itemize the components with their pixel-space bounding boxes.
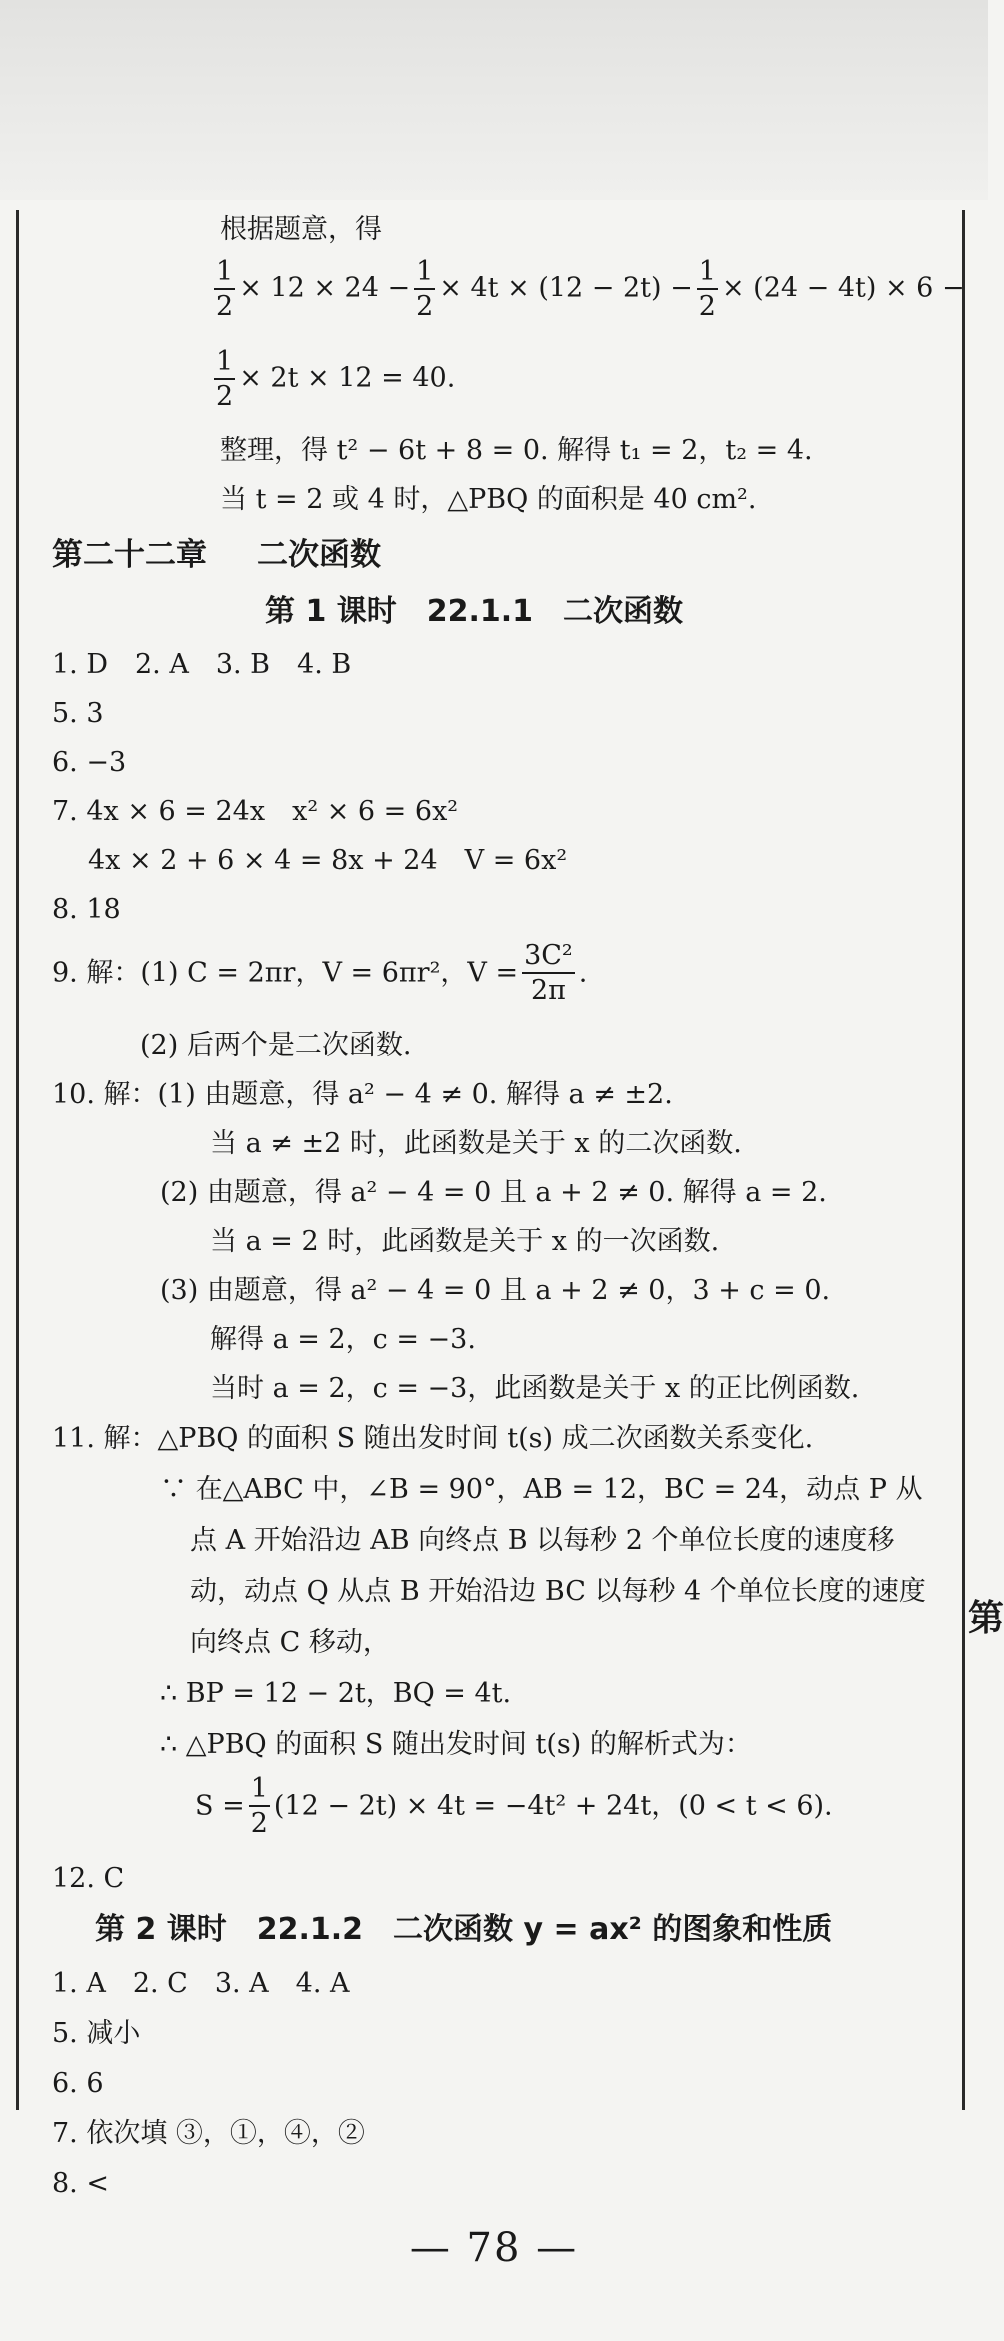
q9-line: 9. 解：(1) C = 2πr，V = 6πr²，V = $\frac{\text{3C²}}{2\pi}$ . [52, 940, 588, 1006]
fraction: $\frac{1}{2}$ [250, 1773, 268, 1839]
lesson1-title: 第 1 课时 22.1.1 二次函数 [265, 594, 684, 629]
q9-part2: (2) 后两个是二次函数. [140, 1030, 412, 1061]
equation-line-2: $\frac{1}{2}$ × 2t × 12 = 40. [216, 346, 456, 412]
solution-intro: 根据题意，得 [220, 214, 382, 245]
q10-line: (2) 由题意，得 a² − 4 = 0 且 a + 2 ≠ 0. 解得 a = 2. [160, 1177, 827, 1208]
answer-line: 8. < [52, 2168, 109, 2199]
answer-line: 5. 减小 [52, 2018, 141, 2049]
conclusion-line: 当 t = 2 或 4 时，△PBQ 的面积是 40 cm². [220, 484, 757, 515]
equation-line-1: $\frac{1}{2}$ × 12 × 24 − $\frac{1}{2}$ × 4t × (12 − 2t) − $\frac{1}{2}$ × (24 − 4t) × 6 − [216, 256, 965, 322]
q10-line: 当时 a = 2，c = −3，此函数是关于 x 的正比例函数. [210, 1373, 860, 1404]
q11-line: 向终点 C 移动， [190, 1627, 390, 1658]
q11-line: ∴ BP = 12 − 2t，BQ = 4t. [160, 1678, 512, 1709]
answer-line: 6. −3 [52, 747, 127, 778]
lesson2-title: 第 2 课时 22.1.2 二次函数 y = ax² 的图象和性质 [95, 1912, 833, 1947]
fraction: $\frac{1}{2}$ [416, 256, 434, 322]
fraction: $\frac{1}{2}$ [698, 256, 716, 322]
q11-line: ∵ 在△ABC 中，∠B = 90°，AB = 12，BC = 24，动点 P 从 [160, 1474, 923, 1505]
page-number: — 78 — [409, 2225, 579, 2271]
fraction: $\frac{1}{2}$ [216, 346, 234, 412]
left-margin-rule [16, 210, 19, 2110]
answer-line: 1. D 2. A 3. B 4. B [52, 649, 352, 680]
page-top-shade [0, 0, 988, 200]
answer-line: 8. 18 [52, 894, 121, 925]
q11-line: 11. 解：△PBQ 的面积 S 随出发时间 t(s) 成二次函数关系变化. [52, 1423, 814, 1454]
answer-line: 4x × 2 + 6 × 4 = 8x + 24 V = 6x² [88, 845, 568, 876]
answer-line: 5. 3 [52, 698, 104, 729]
simplify-line: 整理，得 t² − 6t + 8 = 0. 解得 t₁ = 2，t₂ = 4. [220, 435, 813, 466]
q10-line: 解得 a = 2，c = −3. [210, 1324, 476, 1355]
q11-formula: S = $\frac{1}{2}$ (12 − 2t) × 4t = −4t² + 24t，(0 < t < 6). [195, 1773, 833, 1839]
q10-line: (3) 由题意，得 a² − 4 = 0 且 a + 2 ≠ 0，3 + c = 0. [160, 1275, 831, 1306]
cropped-edge-glyph: 第 [968, 1597, 1004, 1639]
q11-line: ∴ △PBQ 的面积 S 随出发时间 t(s) 的解析式为： [160, 1729, 752, 1760]
q11-line: 动，动点 Q 从点 B 开始沿边 BC 以每秒 4 个单位长度的速度 [190, 1576, 926, 1607]
right-margin-rule [962, 210, 965, 2110]
fraction: $\frac{1}{2}$ [216, 256, 234, 322]
answer-line: 1. A 2. C 3. A 4. A [52, 1968, 350, 1999]
chapter-heading: 第二十二章 二次函数 [52, 537, 381, 573]
answer-line: 6. 6 [52, 2068, 104, 2099]
q12-line: 12. C [52, 1863, 125, 1894]
answer-line: 7. 依次填 ③，①，④，② [52, 2118, 365, 2149]
fraction: $\frac{\text{3C²}}{2\pi}$ [524, 940, 573, 1006]
q10-line: 10. 解：(1) 由题意，得 a² − 4 ≠ 0. 解得 a ≠ ±2. [52, 1079, 673, 1110]
q10-line: 当 a = 2 时，此函数是关于 x 的一次函数. [210, 1226, 720, 1257]
q11-line: 点 A 开始沿边 AB 向终点 B 以每秒 2 个单位长度的速度移 [190, 1525, 895, 1556]
q10-line: 当 a ≠ ±2 时，此函数是关于 x 的二次函数. [210, 1128, 742, 1159]
answer-line: 7. 4x × 6 = 24x x² × 6 = 6x² [52, 796, 459, 827]
